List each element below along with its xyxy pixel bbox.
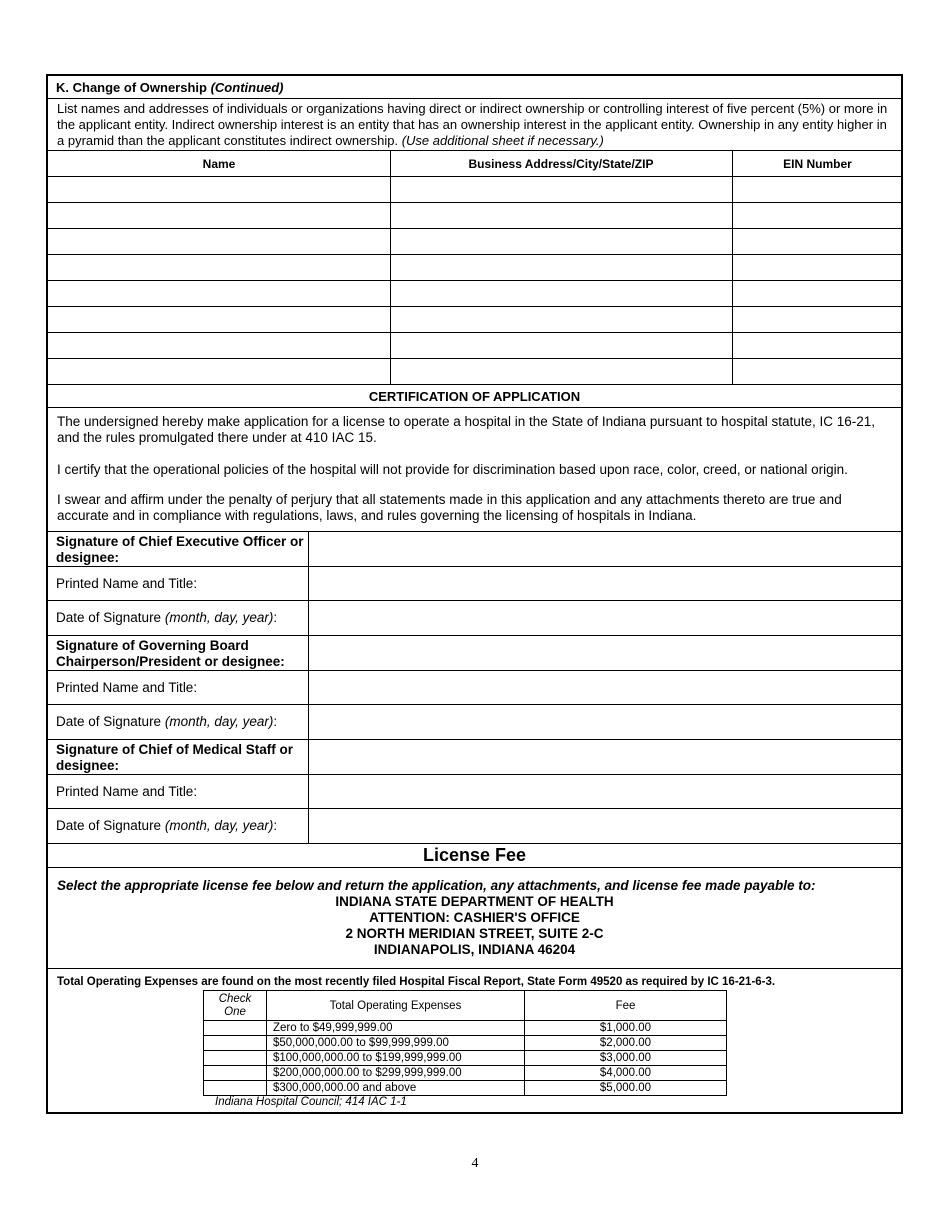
ceo-printed-name-row [48, 567, 901, 601]
owner-address-cell[interactable] [390, 255, 732, 280]
medical-date-field[interactable] [309, 809, 901, 843]
fee-amount: $3,000.00 [525, 1051, 727, 1066]
form-frame [46, 74, 903, 1114]
sig-board-row [48, 636, 901, 671]
fee-row [204, 1036, 727, 1051]
medical-date-colon: : [273, 818, 278, 833]
certification-text [48, 408, 901, 532]
address-line-4: INDIANAPOLIS, INDIANA 46204 [373, 942, 576, 957]
certification-paragraph-2: I certify that the operational policies of the hospital will not provide for discrimination based upon race, color, creed, or national origin. [57, 462, 848, 477]
owner-name-cell[interactable] [48, 203, 390, 228]
board-date-label: Date of Signature [56, 714, 165, 729]
section-k-title-italic: (Continued) [210, 80, 284, 95]
section-k-intro: List names and addresses of individuals or organizations having direct or indirect ownership or controlling interest of five percent (5%) or more in the applicant entity. Indirect ownership interest is an entity that has an ownership interest in the applicant entity. Ownership in any entity higher in a pyramid than the applicant constitutes indirect ownership. [57, 101, 888, 148]
owner-name-cell[interactable] [48, 359, 390, 384]
sig-medical-field[interactable] [309, 740, 901, 774]
owner-name-cell[interactable] [48, 307, 390, 332]
owner-name-cell[interactable] [48, 281, 390, 306]
license-fee-instructions [48, 868, 901, 969]
ceo-date-colon: : [273, 610, 278, 625]
ownership-row [48, 177, 901, 203]
address-line-2: ATTENTION: CASHIER'S OFFICE [369, 910, 580, 925]
ceo-printed-name-field[interactable] [309, 567, 901, 600]
fee-row [204, 1051, 727, 1066]
column-header-name: Name [202, 157, 236, 171]
address-line-1: INDIANA STATE DEPARTMENT OF HEALTH [335, 894, 614, 909]
ceo-date-label-italic: (month, day, year) [164, 610, 274, 625]
fee-range: $50,000,000.00 to $99,999,999.00 [267, 1036, 525, 1051]
owner-address-cell[interactable] [390, 229, 732, 254]
ownership-row [48, 333, 901, 359]
board-printed-name-label: Printed Name and Title: [56, 680, 198, 695]
sig-ceo-row [48, 532, 901, 567]
fee-header-expenses: Total Operating Expenses [267, 991, 525, 1021]
owner-ein-cell[interactable] [732, 281, 903, 306]
board-date-colon: : [273, 714, 278, 729]
medical-printed-name-field[interactable] [309, 775, 901, 808]
fee-amount: $5,000.00 [525, 1081, 727, 1096]
fee-check-cell[interactable] [204, 1081, 267, 1096]
fee-table-header [204, 991, 727, 1021]
ownership-row [48, 229, 901, 255]
section-k-intro-row [48, 99, 901, 151]
fee-check-cell[interactable] [204, 1066, 267, 1081]
ownership-table-header [48, 151, 901, 177]
column-header-address: Business Address/City/State/ZIP [468, 157, 654, 171]
fee-table [203, 990, 727, 1096]
owner-ein-cell[interactable] [732, 255, 903, 280]
owner-address-cell[interactable] [390, 307, 732, 332]
fee-row [204, 1021, 727, 1036]
fee-check-cell[interactable] [204, 1036, 267, 1051]
ownership-row [48, 281, 901, 307]
ownership-row [48, 203, 901, 229]
certification-header [48, 385, 901, 408]
operating-expenses-note: Total Operating Expenses are found on the most recently filed Hospital Fiscal Report, State Form 49520 as required by IC 16-21-6-3. [57, 976, 776, 988]
fee-range: $300,000,000.00 and above [267, 1081, 525, 1096]
fee-citation: Indiana Hospital Council; 414 IAC 1-1 [215, 1096, 407, 1108]
owner-name-cell[interactable] [48, 177, 390, 202]
fee-header-check: Check One [204, 991, 267, 1021]
license-fee-instruction: Select the appropriate license fee below and return the application, any attachments, and license fee made payable to: [57, 878, 816, 893]
sig-board-label: Signature of Governing Board Chairperson/President or designee: [56, 638, 285, 669]
page-number: 4 [471, 1156, 479, 1171]
license-fee-header [48, 844, 901, 868]
ceo-date-row [48, 601, 901, 636]
ownership-row [48, 307, 901, 333]
certification-title: CERTIFICATION OF APPLICATION [368, 389, 581, 404]
board-printed-name-row [48, 671, 901, 705]
medical-date-row [48, 809, 901, 844]
owner-ein-cell[interactable] [732, 359, 903, 384]
fee-row [204, 1066, 727, 1081]
column-header-ein: EIN Number [783, 157, 852, 171]
fee-amount: $1,000.00 [525, 1021, 727, 1036]
ceo-printed-name-label: Printed Name and Title: [56, 576, 198, 591]
fee-amount: $2,000.00 [525, 1036, 727, 1051]
owner-name-cell[interactable] [48, 229, 390, 254]
ownership-row [48, 255, 901, 281]
board-date-field[interactable] [309, 705, 901, 739]
sig-medical-row [48, 740, 901, 775]
fee-range: $100,000,000.00 to $199,999,999.00 [267, 1051, 525, 1066]
fee-header-fee: Fee [525, 991, 727, 1021]
owner-ein-cell[interactable] [732, 307, 903, 332]
owner-name-cell[interactable] [48, 333, 390, 358]
medical-date-label-italic: (month, day, year) [164, 818, 274, 833]
address-line-3: 2 NORTH MERIDIAN STREET, SUITE 2-C [345, 926, 604, 941]
fee-range: Zero to $49,999,999.00 [267, 1021, 525, 1036]
ceo-date-field[interactable] [309, 601, 901, 635]
fee-check-cell[interactable] [204, 1051, 267, 1066]
license-fee-title: License Fee [422, 845, 527, 865]
sig-ceo-label: Signature of Chief Executive Officer or designee: [56, 534, 304, 565]
owner-ein-cell[interactable] [732, 203, 903, 228]
ownership-row [48, 359, 901, 385]
owner-address-cell[interactable] [390, 177, 732, 202]
sig-ceo-field[interactable] [309, 532, 901, 566]
owner-address-cell[interactable] [390, 281, 732, 306]
medical-printed-name-row [48, 775, 901, 809]
fee-row [204, 1081, 727, 1096]
certification-paragraph-1: The undersigned hereby make application for a license to operate a hospital in the State of Indiana pursuant to hospital statute, IC 16-21, and the rules promulgated there under at 410 IAC 15. [57, 414, 876, 445]
board-date-row [48, 705, 901, 740]
owner-address-cell[interactable] [390, 203, 732, 228]
owner-ein-cell[interactable] [732, 177, 903, 202]
section-k-title: K. Change of Ownership [56, 80, 207, 95]
fee-range: $200,000,000.00 to $299,999,999.00 [267, 1066, 525, 1081]
sig-medical-label: Signature of Chief of Medical Staff or designee: [56, 742, 294, 773]
medical-printed-name-label: Printed Name and Title: [56, 784, 198, 799]
owner-address-cell[interactable] [390, 359, 732, 384]
fee-check-cell[interactable] [204, 1021, 267, 1036]
sig-board-field[interactable] [309, 636, 901, 670]
medical-date-label: Date of Signature [56, 818, 165, 833]
owner-name-cell[interactable] [48, 255, 390, 280]
owner-ein-cell[interactable] [732, 333, 903, 358]
certification-paragraph-3: I swear and affirm under the penalty of perjury that all statements made in this application and any attachments thereto are true and accurate and in compliance with regulations, laws, and rules governing the licensing of hospitals in Indiana. [57, 492, 842, 523]
ceo-date-label: Date of Signature [56, 610, 165, 625]
board-date-label-italic: (month, day, year) [164, 714, 274, 729]
section-k-intro-italic: (Use additional sheet if necessary.) [401, 133, 604, 148]
board-printed-name-field[interactable] [309, 671, 901, 704]
fee-amount: $4,000.00 [525, 1066, 727, 1081]
owner-ein-cell[interactable] [732, 229, 903, 254]
section-k-header [48, 76, 901, 99]
owner-address-cell[interactable] [390, 333, 732, 358]
